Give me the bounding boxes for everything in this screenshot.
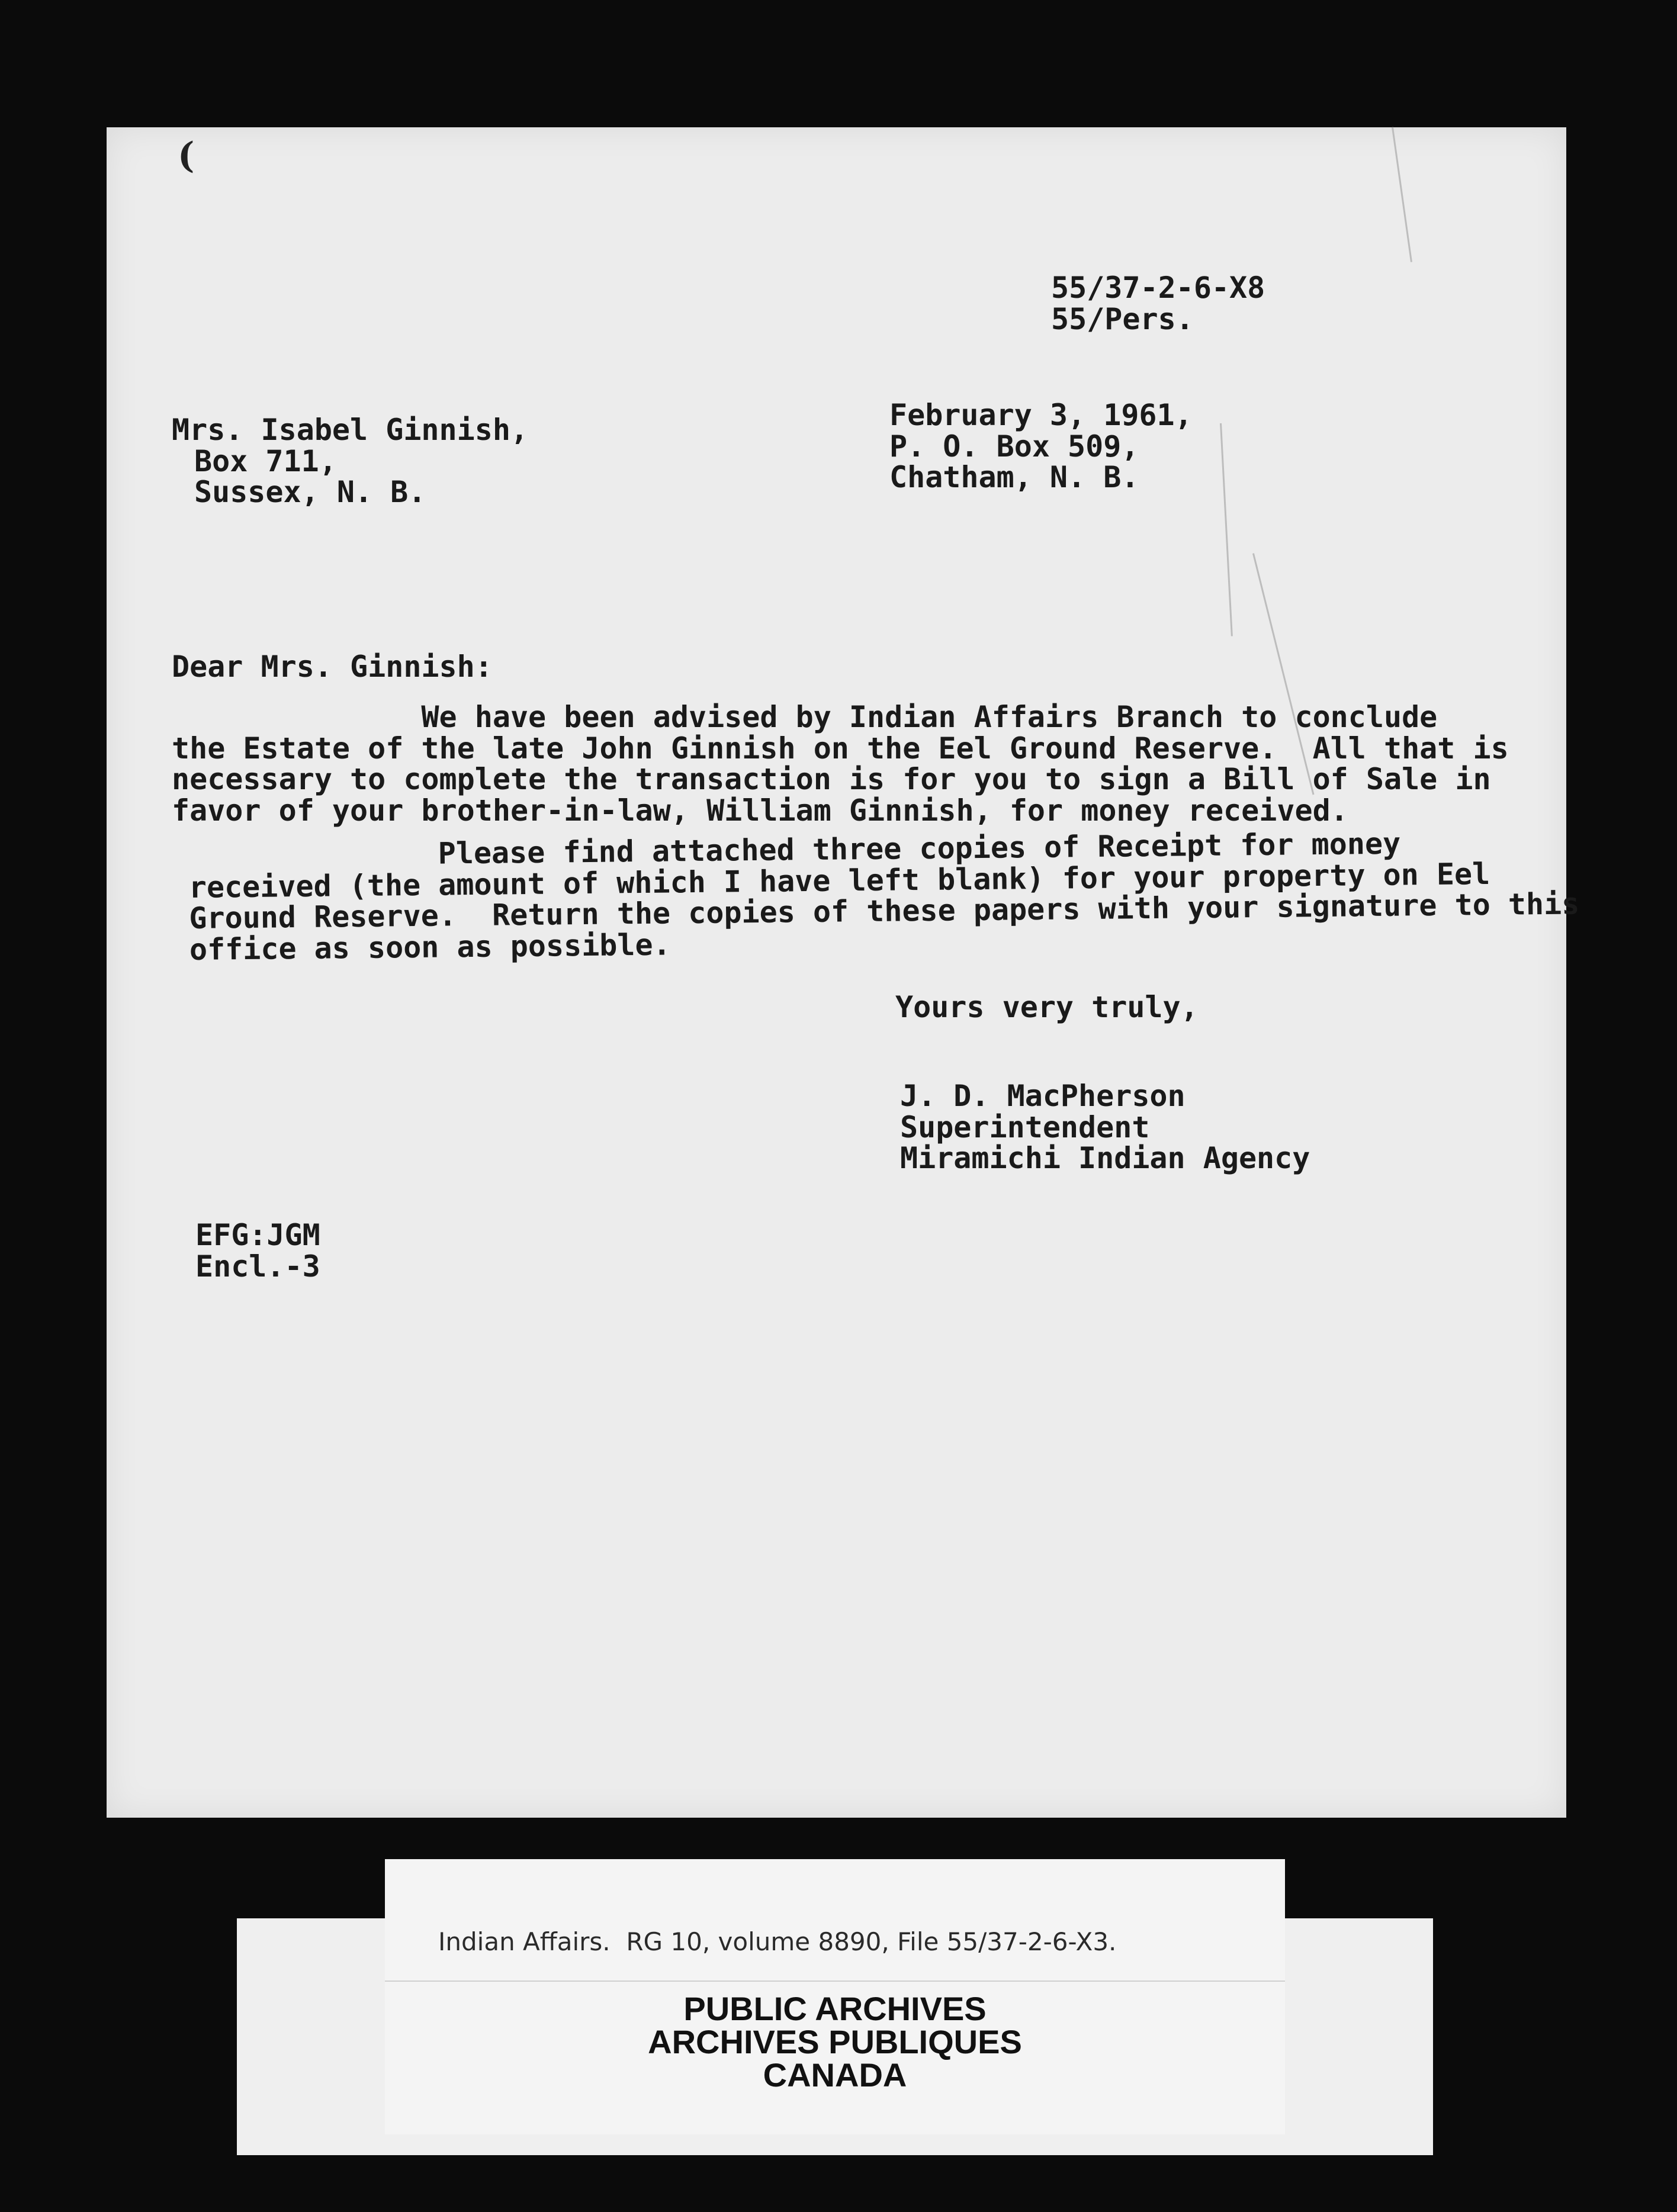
closing: Yours very truly, bbox=[895, 990, 1199, 1024]
punch-hole-mark: ( bbox=[178, 135, 195, 176]
archive-name-en: PUBLIC ARCHIVES bbox=[683, 1990, 987, 2027]
recipient-address-line: Box 711, bbox=[194, 443, 337, 478]
archive-name-fr: ARCHIVES PUBLIQUES bbox=[648, 2023, 1022, 2060]
sender-address-line: P. O. Box 509, bbox=[889, 429, 1139, 464]
archive-citation: Indian Affairs. RG 10, volume 8890, File 55/37-2-6-X3. bbox=[438, 1927, 1117, 1956]
typist-initials: EFG:JGM bbox=[195, 1218, 320, 1252]
file-reference bbox=[1051, 272, 1265, 335]
body-paragraph-1: We have been advised by Indian Affairs Branch to conclude the Estate of the late John Ginnish on the Eel Ground Reserve. All that is necessary to complete the transaction is for you to sign a Bill of Sale in favor of your brother-in-law, William Ginnish, for money received. bbox=[172, 700, 1509, 828]
recipient-address-line: Sussex, N. B. bbox=[194, 475, 426, 509]
label-divider bbox=[385, 1980, 1285, 1982]
salutation: Dear Mrs. Ginnish: bbox=[172, 650, 493, 684]
signer-name: J. D. MacPherson bbox=[900, 1079, 1186, 1113]
signature-block bbox=[900, 1081, 1310, 1174]
file-ref-line: 55/37-2-6-X8 bbox=[1051, 271, 1265, 305]
body-paragraph-2: Please find attached three copies of Receipt for money received (the amount of which I have left blank) for your property on Eel Ground Reserve. Return the copies of these papers with your signature to this office as soon as possible. bbox=[188, 826, 1580, 967]
letter-page bbox=[107, 127, 1566, 1818]
reference-initials bbox=[195, 1220, 320, 1282]
enclosure-note: Encl.-3 bbox=[195, 1249, 320, 1284]
letter-date: February 3, 1961, bbox=[889, 398, 1193, 432]
scratch-mark bbox=[1392, 127, 1412, 262]
sender-address-line: Chatham, N. B. bbox=[889, 460, 1139, 494]
date-and-sender-address bbox=[889, 400, 1193, 493]
recipient-name: Mrs. Isabel Ginnish, bbox=[172, 413, 529, 447]
recipient-address bbox=[172, 414, 528, 508]
scratch-mark bbox=[1220, 423, 1233, 636]
signer-title: Superintendent bbox=[900, 1110, 1150, 1144]
signer-organization: Miramichi Indian Agency bbox=[900, 1141, 1310, 1175]
archive-stamp bbox=[385, 1992, 1285, 2092]
archive-country: CANADA bbox=[763, 2056, 907, 2094]
file-ref-line: 55/Pers. bbox=[1051, 301, 1194, 336]
